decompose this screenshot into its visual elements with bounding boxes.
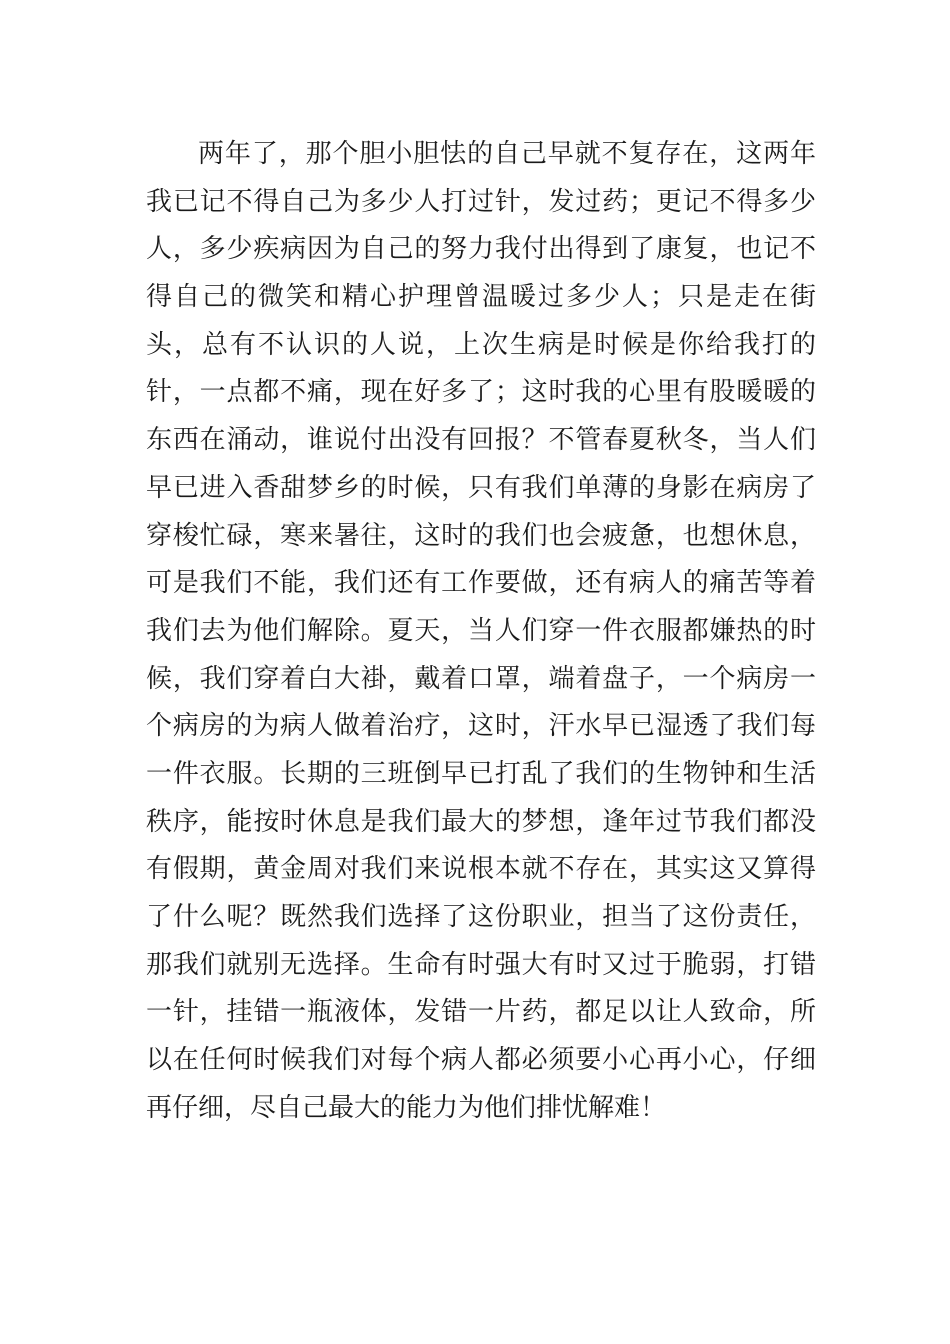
paragraph-line: 一针，挂错一瓶液体，发错一片药，都足以让人致命，所 [146, 997, 816, 1028]
paragraph-line: 穿梭忙碌，寒来暑往，这时的我们也会疲惫，也想休息， [146, 520, 816, 551]
body-paragraph [146, 131, 816, 1132]
paragraph-line: 两年了，那个胆小胆怯的自己早就不复存在，这两年 [198, 139, 816, 169]
paragraph-line: 人，多少疾病因为自己的努力我付出得到了康复，也记不 [146, 234, 816, 265]
paragraph-line: 我们去为他们解除。夏天，当人们穿一件衣服都嫌热的时 [146, 615, 816, 646]
paragraph-line: 东西在涌动，谁说付出没有回报？不管春夏秋冬，当人们 [146, 425, 816, 456]
paragraph-line: 再仔细，尽自己最大的能力为他们排忧解难！ [146, 1092, 667, 1123]
paragraph-line: 头，总有不认识的人说，上次生病是时候是你给我打的 [146, 329, 816, 360]
paragraph-line: 个病房的为病人做着治疗，这时，汗水早已湿透了我们每 [146, 711, 816, 742]
paragraph-line: 有假期，黄金周对我们来说根本就不存在，其实这又算得 [146, 854, 816, 885]
paragraph-line: 了什么呢？既然我们选择了这份职业，担当了这份责任， [146, 902, 816, 932]
paragraph-line: 得自己的微笑和精心护理曾温暖过多少人；只是走在街 [146, 282, 816, 313]
paragraph-line: 候，我们穿着白大褂，戴着口罩，端着盘子，一个病房一 [146, 663, 816, 694]
paragraph-line: 早已进入香甜梦乡的时候，只有我们单薄的身影在病房了 [146, 472, 816, 503]
paragraph-line: 以在任何时候我们对每个病人都必须要小心再小心，仔细 [146, 1045, 816, 1076]
paragraph-line: 针，一点都不痛，现在好多了；这时我的心里有股暖暖的 [146, 377, 816, 408]
paragraph-line: 我已记不得自己为多少人打过针，发过药；更记不得多少 [146, 186, 816, 217]
paragraph-line: 那我们就别无选择。生命有时强大有时又过于脆弱，打错 [146, 949, 816, 980]
paragraph-line: 一件衣服。长期的三班倒早已打乱了我们的生物钟和生活 [146, 758, 816, 789]
paragraph-line: 可是我们不能，我们还有工作要做，还有病人的痛苦等着 [146, 568, 816, 599]
paragraph-line: 秩序，能按时休息是我们最大的梦想，逢年过节我们都没 [146, 806, 816, 837]
